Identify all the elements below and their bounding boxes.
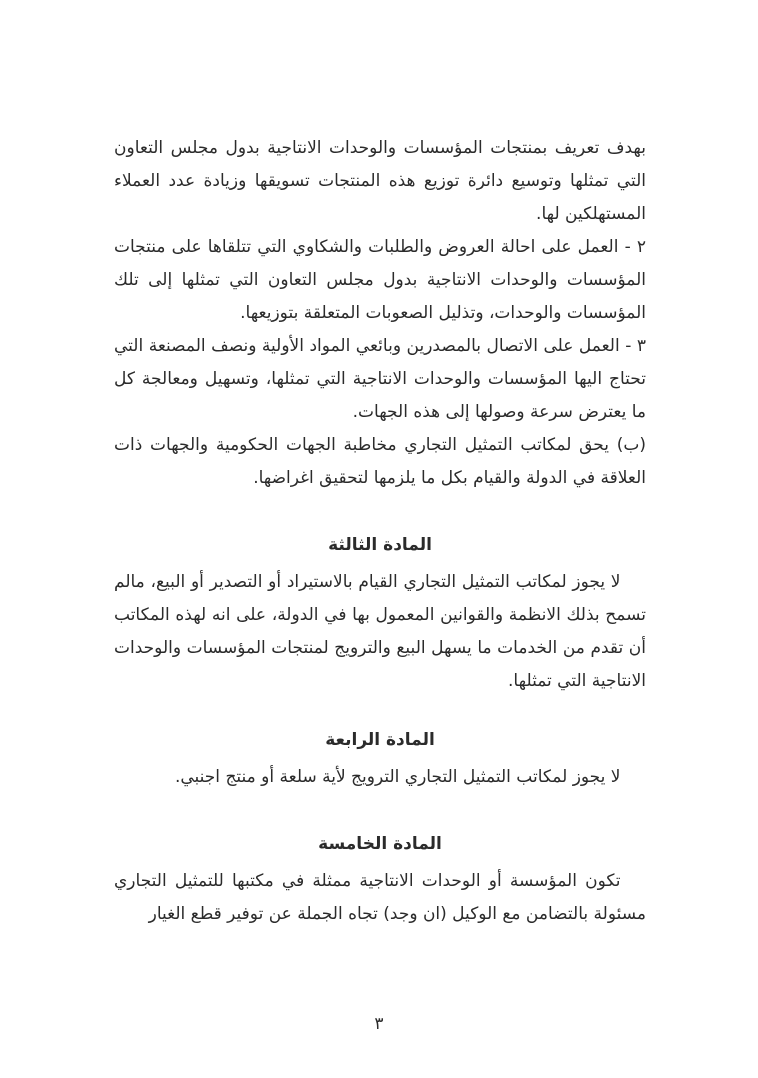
article-4-body: لا يجوز لمكاتب التمثيل التجاري الترويج لأية سلعة أو منتج اجنبي. (174, 767, 621, 787)
paragraph-intro-continuation: بهدف تعريف بمنتجات المؤسسات والوحدات الانتاجية بدول مجلس التعاون التي تمثلها وتوسيع دائرة توزيع هذه المنتجات تسويقها وزيادة عدد العملاء المستهلكين لها. (114, 138, 646, 224)
article-5-body: تكون المؤسسة أو الوحدات الانتاجية ممثلة في مكتبها للتمثيل التجاري مسئولة بالتضامن مع الوكيل (ان وجد) تجاه الجملة عن توفير قطع الغيار (114, 871, 646, 924)
article-5-heading: المادة الخامسة (318, 834, 442, 854)
article-3-heading: المادة الثالثة (328, 535, 432, 555)
list-item-3: ٣ - العمل على الاتصال بالمصدرين وبائعي المواد الأولية ونصف المصنعة التي تحتاج اليها المؤسسات والوحدات الانتاجية التي تمثلها، وتسهيل ومعالجة كل ما يعترض سرعة وصولها إلى هذه الجهات. (114, 336, 646, 422)
document-content (114, 132, 646, 931)
article-3-body: لا يجوز لمكاتب التمثيل التجاري القيام بالاستيراد أو التصدير أو البيع، مالم تسمح بذلك الانظمة والقوانين المعمول بها في الدولة، على انه لهذه المكاتب أن تقدم من الخدمات ما يسهل البيع والترويج لمنتجات المؤسسات والوحدات الانتاجية التي تمثلها. (114, 572, 646, 691)
list-item-2: ٢ - العمل على احالة العروض والطلبات والشكاوي التي تتلقاها على منتجات المؤسسات والوحدات الانتاجية بدول مجلس التعاون التي تمثلها إلى تلك المؤسسات والوحدات، وتذليل الصعوبات المتعلقة بتوزيعها. (114, 237, 646, 323)
page-number: ٣ (374, 1014, 384, 1034)
article-4-heading: المادة الرابعة (325, 730, 435, 750)
paragraph-clause-b: (ب) يحق لمكاتب التمثيل التجاري مخاطبة الجهات الحكومية والجهات ذات العلاقة في الدولة والقيام بكل ما يلزمها لتحقيق اغراضها. (114, 435, 646, 488)
